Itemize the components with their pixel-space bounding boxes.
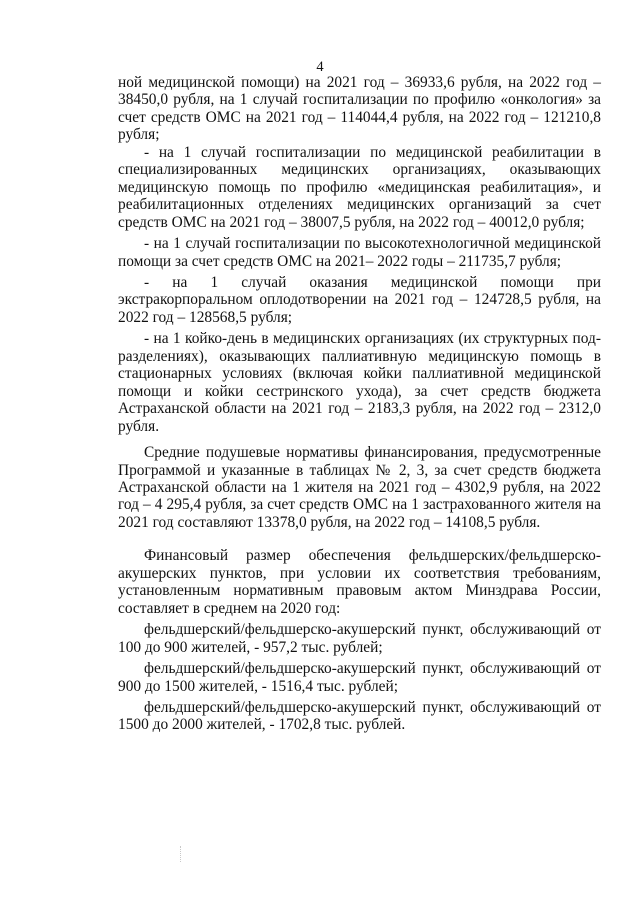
- paragraph-per-capita-norms: Средние подушевые нормативы финансирования, предусмотренные Программой и указанные в таблицах № 2, 3, за счет средств бюджета Астраханской области на 1 жителя на 2021 год – 4302,9 рубля, на 2022 год – 4 295,4 рубля, за счет средств ОМС на 1 застрахованного жителя на 2021 год составляют 13378,0 рубля, на 2022 год – 14108,5 рубля.: [118, 444, 601, 531]
- paragraph-fap-financing: Финансовый размер обеспечения фельдшерских/фельдшерско-акушерских пунктов, при условии их соответствия требованиям, установленным нормативным правовым актом Минздрава России, составляет в среднем на 2020 год:: [118, 547, 601, 617]
- paragraph-palliative-bed-day: - на 1 койко-день в медицинских организациях (их структурных подразделениях), оказывающих паллиативную медицинскую помощь в стационарных условиях (включая койки паллиативной медицинской помощи и койки сестринского ухода), за счет средств бюджета Астраханской области на 2021 год – 2183,3 рубля, на 2022 год – 2312,0 рубля.: [118, 330, 601, 435]
- paragraph-fap-100-900: фельдшерский/фельдшерско-акушерский пункт, обслуживающий от 100 до 900 жителей, - 957,2 тыс. рублей;: [118, 621, 601, 656]
- page-number: 4: [316, 59, 324, 75]
- paragraph-fap-900-1500: фельдшерский/фельдшерско-акушерский пункт, обслуживающий от 900 до 1500 жителей, - 1516,4 тыс. рублей;: [118, 660, 601, 695]
- scan-artifact: [180, 846, 182, 862]
- paragraph-fap-1500-2000: фельдшерский/фельдшерско-акушерский пункт, обслуживающий от 1500 до 2000 жителей, - 1702,8 тыс. рублей.: [118, 698, 601, 734]
- paragraph-rehabilitation: - на 1 случай госпитализации по медицинской реабилитации в специализированных медицинских организациях, оказывающих медицинскую помощь по профилю «медицинская реабилитация», и реабилитационных отделениях медицинских организаций за счет средств ОМС на 2021 год – 38007,5 рубля, на 2022 год – 40012,0 рубля;: [118, 143, 601, 231]
- paragraph-continuation: ной медицинской помощи) на 2021 год – 36933,6 рубля, на 2022 год – 38450,0 рубля, на 1 случай госпитализации по профилю «онкология» за счет средств ОМС на 2021 год – 114044,4 рубля, на 2022 год – 121210,8 рубля;: [118, 74, 601, 144]
- paragraph-high-tech-care: - на 1 случай госпитализации по высокотехнологичной медицинской помощи за счет средств ОМС на 2021– 2022 годы – 211735,7 рубля;: [118, 235, 601, 270]
- paragraph-ivf: - на 1 случай оказания медицинской помощи при экстракорпоральном оплодотворении на 2021 год – 124728,5 рубля, на 2022 год – 128568,5 рубля;: [118, 273, 601, 326]
- document-body: [118, 74, 601, 734]
